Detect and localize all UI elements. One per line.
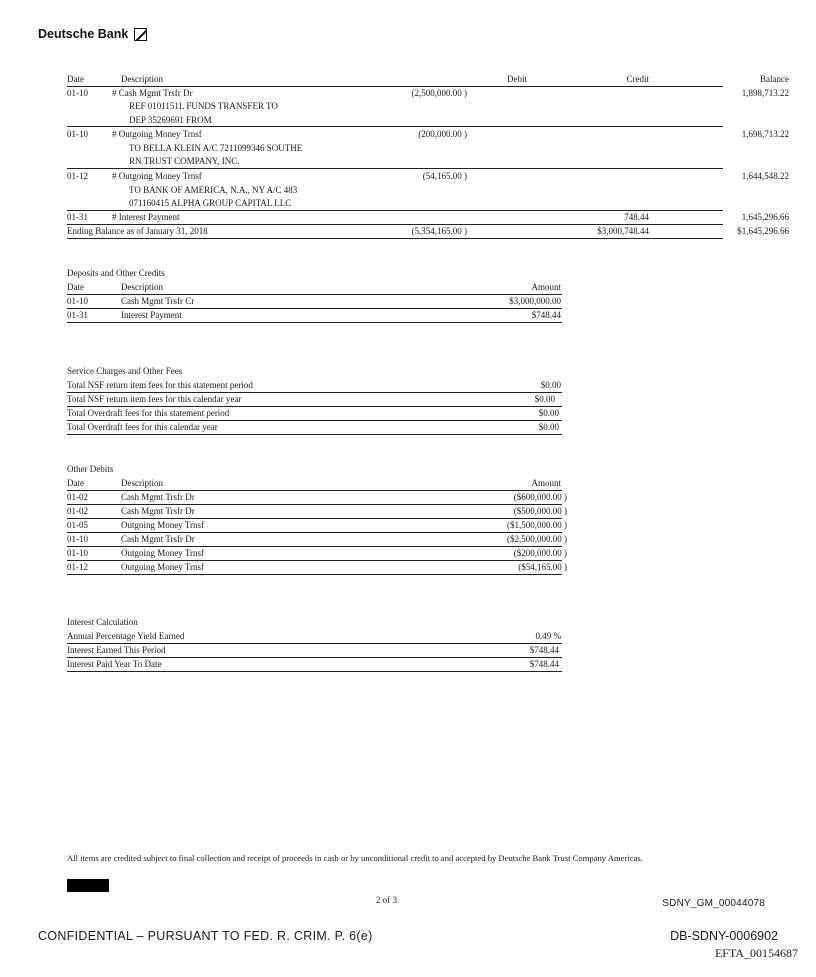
row-description: Interest Payment bbox=[121, 310, 182, 320]
ending-debit: (5,354,165.00 ) bbox=[411, 226, 467, 236]
row-description: Cash Mgmt Trsfr Dr bbox=[121, 506, 195, 516]
fee-label: Total NSF return item fees for this calendar year bbox=[67, 394, 242, 404]
fee-amount: $0.00 bbox=[538, 422, 559, 432]
row-debit: (2,500,000.00 ) bbox=[411, 88, 467, 98]
row-amount: ($200,000.00 ) bbox=[513, 548, 567, 558]
collection-disclaimer: All items are credited subject to final collection and receipt of proceeds in cash or by unconditional credit to and accepted by Deutsche Bank Trust Company Americas. bbox=[67, 853, 643, 863]
row-balance: 1,698,713.22 bbox=[741, 129, 789, 139]
col-amount: Amount bbox=[531, 478, 561, 488]
interest-amount: 0.49 % bbox=[535, 631, 561, 641]
fee-amount: $0.00 bbox=[540, 380, 561, 390]
col-date: Date bbox=[67, 478, 84, 488]
ending-credit: $3,000,748.44 bbox=[597, 226, 649, 236]
fee-label: Total NSF return item fees for this statement period bbox=[67, 380, 253, 390]
row-amount: ($54,165.00 ) bbox=[518, 562, 567, 572]
row-date: 01-31 bbox=[67, 310, 88, 320]
efta-number: EFTA_00154687 bbox=[714, 946, 798, 960]
fee-amount: $0.00 bbox=[538, 408, 559, 418]
row-description: # Outgoing Money Trnsf bbox=[112, 129, 202, 139]
row-amount: ($1,500,000.00 ) bbox=[507, 520, 567, 530]
col-amount: Amount bbox=[531, 282, 561, 292]
row-date: 01-10 bbox=[67, 296, 88, 306]
row-detail-line: TO BELLA KLEIN A/C 7211099346 SOUTHE bbox=[129, 142, 303, 153]
row-detail-line: DEP 35269691 FROM bbox=[129, 114, 212, 125]
deposits-title: Deposits and Other Credits bbox=[67, 268, 165, 278]
interest-amount: $748.44 bbox=[529, 659, 559, 669]
ending-balance-label: Ending Balance as of January 31, 2018 bbox=[67, 226, 208, 236]
col-credit: Credit bbox=[626, 74, 649, 84]
fee-label: Total Overdraft fees for this calendar year bbox=[67, 422, 218, 432]
page-number: 2 of 3 bbox=[376, 895, 397, 905]
deutsche-bank-logo-icon bbox=[134, 28, 147, 41]
row-date: 01-02 bbox=[67, 492, 88, 502]
fee-amount: $0.00 bbox=[534, 394, 555, 404]
row-date: 01-02 bbox=[67, 506, 88, 516]
row-date: 01-12 bbox=[67, 562, 88, 572]
col-description: Description bbox=[121, 478, 163, 488]
confidential-legend: CONFIDENTIAL – PURSUANT TO FED. R. CRIM. P. 6(e) bbox=[38, 929, 373, 943]
row-detail-line: 071160415 ALPHA GROUP CAPITAL LLC bbox=[129, 198, 292, 208]
row-amount: ($500,000.00 ) bbox=[513, 506, 567, 516]
row-description: Outgoing Money Trnsf bbox=[121, 548, 205, 558]
row-amount: ($600,000.00 ) bbox=[513, 492, 567, 502]
row-date: 01-12 bbox=[67, 171, 88, 181]
col-date: Date bbox=[67, 74, 84, 84]
bank-brand bbox=[38, 27, 147, 41]
row-description: Cash Mgmt Trsfr Cr bbox=[121, 296, 195, 306]
row-balance: 1,898,713.22 bbox=[741, 88, 789, 98]
row-date: 01-05 bbox=[67, 520, 88, 530]
row-debit: (54,165.00 ) bbox=[422, 171, 467, 181]
interest-title: Interest Calculation bbox=[67, 617, 138, 627]
row-credit: 748.44 bbox=[624, 212, 649, 222]
interest-label: Interest Paid Year To Date bbox=[67, 659, 162, 669]
row-amount: ($2,500,000.00 ) bbox=[507, 534, 567, 544]
interest-label: Annual Percentage Yield Earned bbox=[67, 631, 185, 641]
row-description: Cash Mgmt Trsfr Dr bbox=[121, 534, 195, 544]
row-description: Cash Mgmt Trsfr Dr bbox=[121, 492, 195, 502]
bank-name: Deutsche Bank bbox=[38, 27, 129, 41]
service-charges-title: Service Charges and Other Fees bbox=[67, 366, 183, 376]
row-date: 01-10 bbox=[67, 129, 88, 139]
row-debit: (200,000.00 ) bbox=[418, 129, 467, 139]
row-date: 01-10 bbox=[67, 534, 88, 544]
row-description: # Cash Mgmt Trsfr Dr bbox=[112, 88, 193, 98]
row-description: Outgoing Money Trnsf bbox=[121, 562, 205, 572]
row-balance: 1,644,548.22 bbox=[741, 171, 789, 181]
col-debit: Debit bbox=[507, 74, 527, 84]
interest-amount: $748.44 bbox=[529, 645, 559, 655]
row-date: 01-10 bbox=[67, 548, 88, 558]
row-balance: 1,645,296.66 bbox=[741, 212, 789, 222]
row-description: Outgoing Money Trnsf bbox=[121, 520, 205, 530]
row-amount: $748.44 bbox=[531, 310, 561, 320]
col-date: Date bbox=[67, 282, 84, 292]
fee-label: Total Overdraft fees for this statement period bbox=[67, 408, 230, 418]
interest-label: Interest Earned This Period bbox=[67, 645, 166, 655]
other-debits-title: Other Debits bbox=[67, 464, 114, 474]
row-detail-line: REF 0101151L FUNDS TRANSFER TO bbox=[129, 101, 278, 111]
col-description: Description bbox=[121, 282, 163, 292]
row-date: 01-31 bbox=[67, 212, 88, 222]
redaction-bar bbox=[67, 879, 109, 892]
row-date: 01-10 bbox=[67, 88, 88, 98]
col-description: Description bbox=[121, 74, 163, 84]
ending-balance: $1,645,296.66 bbox=[737, 226, 789, 236]
row-description: # Interest Payment bbox=[112, 212, 180, 222]
row-description: # Outgoing Money Trnsf bbox=[112, 171, 202, 181]
bates-number-secondary: DB-SDNY-0006902 bbox=[670, 929, 778, 943]
row-amount: $3,000,000.00 bbox=[509, 296, 561, 306]
bates-number-primary: SDNY_GM_00044078 bbox=[662, 898, 765, 909]
row-detail-line: RN TRUST COMPANY, INC. bbox=[129, 156, 240, 166]
row-detail-line: TO BANK OF AMERICA, N.A., NY A/C 483 bbox=[129, 184, 298, 195]
col-balance: Balance bbox=[760, 74, 789, 84]
